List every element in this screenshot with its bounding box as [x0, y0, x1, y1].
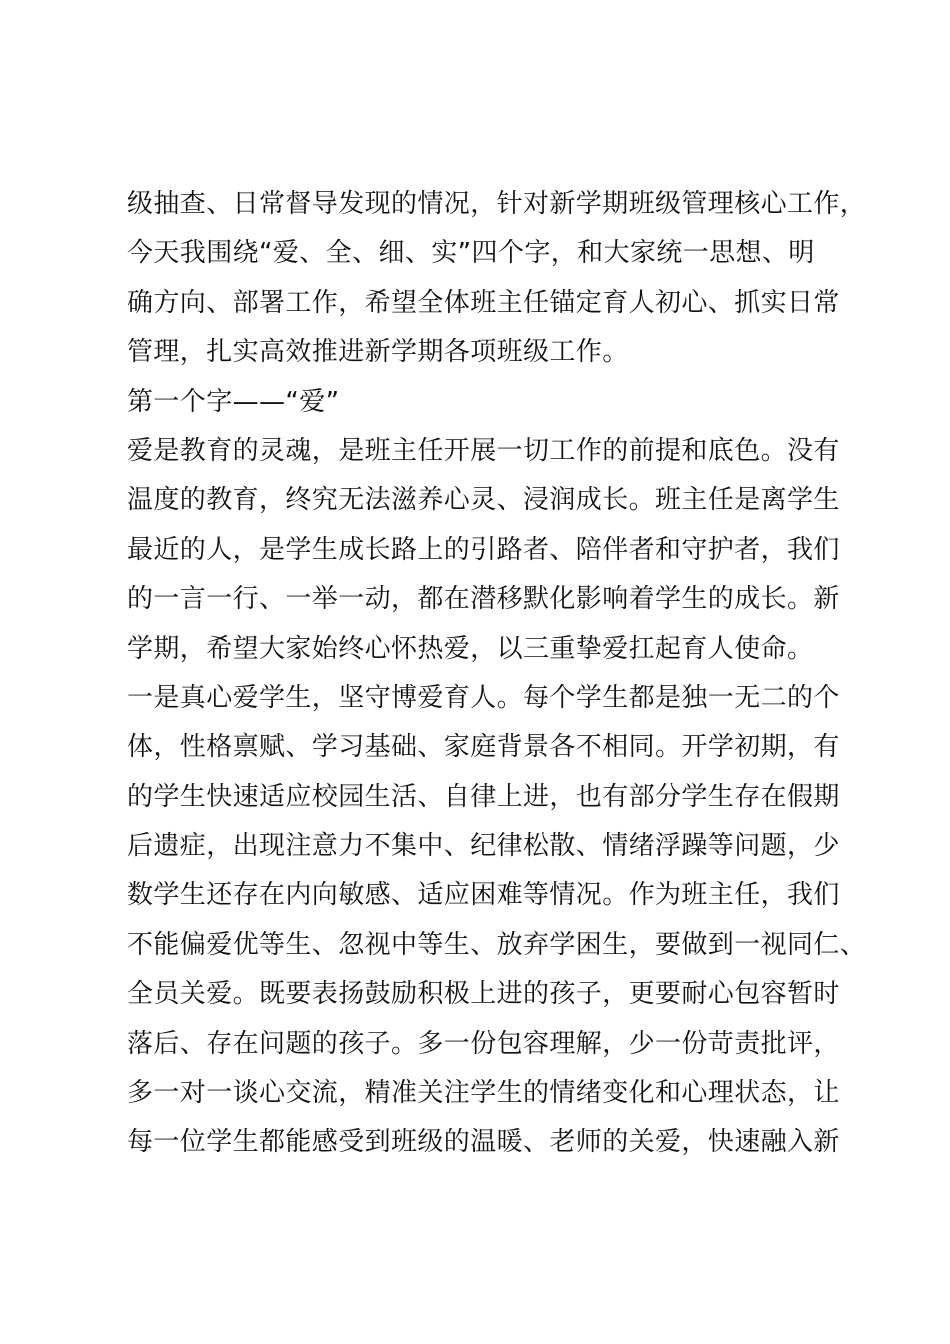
document-body	[127, 180, 867, 1168]
text-line: 爱是教育的灵魂，是班主任开展一切工作的前提和底色。没有	[127, 435, 840, 466]
text-line: 多一对一谈心交流，精准关注学生的情绪变化和心理状态，让	[127, 1078, 840, 1109]
text-line: 温度的教育，终究无法滋养心灵、浸润成长。班主任是离学生	[127, 485, 840, 516]
text-line: 学期，希望大家始终心怀热爱，以三重挚爱扛起育人使命。	[127, 633, 814, 664]
text-line: 体，性格禀赋、学习基础、家庭背景各不相同。开学初期，有	[127, 732, 840, 763]
text-line: 确方向、部署工作，希望全体班主任锚定育人初心、抓实日常	[127, 287, 840, 318]
text-line: 一是真心爱学生，坚守博爱育人。每个学生都是独一无二的个	[127, 682, 840, 713]
text-line: 的一言一行、一举一动，都在潜移默化影响着学生的成长。新	[127, 584, 840, 615]
text-line: 后遗症，出现注意力不集中、纪律松散、情绪浮躁等问题，少	[127, 831, 840, 862]
text-line: 全员关爱。既要表扬鼓励积极上进的孩子，更要耐心包容暂时	[127, 979, 840, 1010]
text-line: 今天我围绕“爱、全、细、实”四个字，和大家统一思想、明	[127, 238, 815, 269]
section-heading: 第一个字——“爱”	[127, 386, 340, 417]
text-line: 每一位学生都能感受到班级的温暖、老师的关爱，快速融入新	[127, 1127, 840, 1158]
text-line: 级抽查、日常督导发现的情况，针对新学期班级管理核心工作，	[127, 189, 867, 219]
text-line: 不能偏爱优等生、忽视中等生、放弃学困生，要做到一视同仁、	[127, 929, 867, 960]
text-line: 数学生还存在内向敏感、适应困难等情况。作为班主任，我们	[127, 880, 840, 911]
text-line: 的学生快速适应校园生活、自律上进，也有部分学生存在假期	[127, 781, 840, 812]
text-line: 管理，扎实高效推进新学期各项班级工作。	[127, 337, 629, 368]
text-line: 落后、存在问题的孩子。多一份包容理解，少一份苛责批评，	[127, 1028, 840, 1059]
text-line: 最近的人，是学生成长路上的引路者、陪伴者和守护者，我们	[127, 534, 840, 565]
